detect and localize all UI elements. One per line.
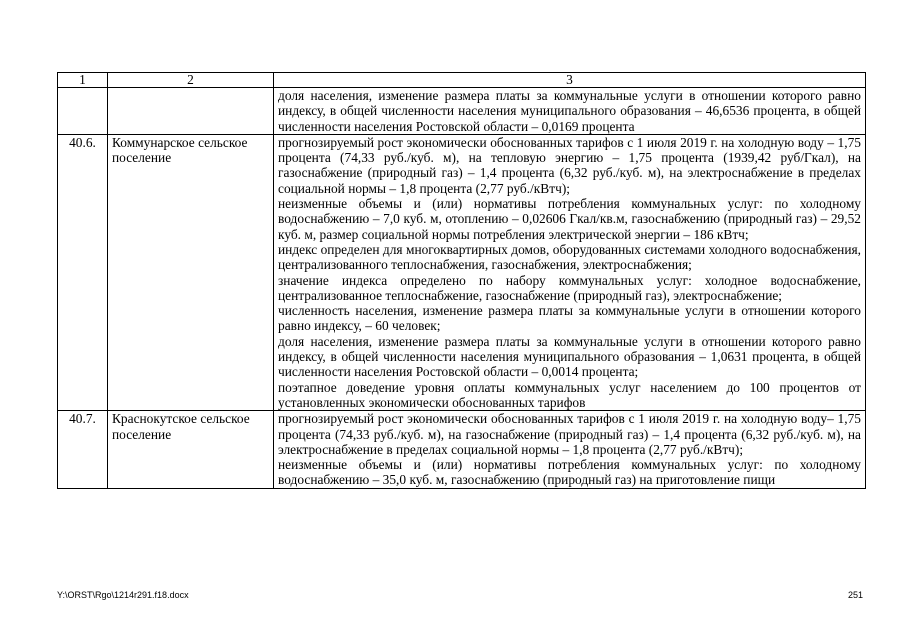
table-row — [58, 134, 866, 410]
table-row — [58, 88, 866, 135]
footer-file-path: Y:\ORST\Rgo\1214r291.f18.docx — [57, 590, 189, 600]
row-paragraph: индекс определен для многоквартирных домов, оборудованных системами холодного водоснабжения, централизованного теплоснабжения, газоснабжения, электроснабжения; — [278, 241, 861, 273]
header-col-3: 3 — [274, 73, 866, 88]
row-name — [108, 88, 274, 135]
row-name: Коммунарское сельское поселение — [108, 134, 274, 410]
row-number: 40.6. — [58, 134, 108, 410]
row-number — [58, 88, 108, 135]
row-paragraph: доля населения, изменение размера платы за коммунальные услуги в отношении которого равно индексу, в общей численности населения муниципального образования – 1,0631 процента, в общей численности населения Ростовской области – 0,0014 процента; — [278, 333, 861, 380]
row-paragraph: прогнозируемый рост экономически обоснованных тарифов с 1 июля 2019 г. на холодную воду– 1,75 процента (74,33 руб./куб. м), на газоснабжение (природный газ) – 1,4 процента (6,32 руб./куб. м), на электроснабжение в пределах социальной нормы – 1,8 процента (2,77 руб./кВтч); — [278, 411, 861, 457]
row-paragraph: значение индекса определено по набору коммунальных услуг: холодное водоснабжение, централизованное теплоснабжение, газоснабжение (природный газ), электроснабжение; — [278, 272, 861, 303]
row-paragraph: неизменные объемы и (или) нормативы потребления коммунальных услуг: по холодному водоснабжению – 35,0 куб. м, газоснабжению (природный газ) на приготовление пищи — [278, 457, 861, 488]
header-col-2: 2 — [108, 73, 274, 88]
row-content — [274, 411, 866, 488]
tariff-table — [57, 72, 866, 489]
row-content — [274, 134, 866, 410]
row-paragraph: неизменные объемы и (или) нормативы потребления коммунальных услуг: по холодному водоснабжению – 7,0 куб. м, отоплению – 0,02606 Гкал/кв.м, газоснабжению (природный газ) – 29,52 куб. м, размер социальной нормы потребления электрической энергии – 186 кВтч; — [278, 196, 861, 242]
row-number: 40.7. — [58, 411, 108, 488]
row-paragraph: прогнозируемый рост экономически обоснованных тарифов с 1 июля 2019 г. на холодную воду – 1,75 процента (74,33 руб./куб. м), на тепловую энергию – 1,75 процента (1939,42 руб/Гкал), на газоснабжение (природный газ) – 1,4 процента (6,32 руб./куб. м), на электроснабжение в пределах социальной нормы – 1,8 процента (2,77 руб./кВтч); — [278, 134, 861, 196]
table-row — [58, 411, 866, 488]
row-paragraph: поэтапное доведение уровня оплаты коммунальных услуг населением до 100 процентов от установленных экономически обоснованных тарифов — [278, 379, 861, 410]
row-paragraph: численность населения, изменение размера платы за коммунальные услуги в отношении которого равно индексу, – 60 человек; — [278, 303, 861, 334]
row-paragraph: доля населения, изменение размера платы за коммунальные услуги в отношении которого равно индексу, в общей численности населения муниципального образования – 46,6536 процента, в общей численности населения Ростовской области – 0,0169 процента — [278, 88, 861, 134]
row-content — [274, 88, 866, 135]
footer-page-number: 251 — [847, 590, 863, 600]
row-name: Краснокутское сельское поселение — [108, 411, 274, 488]
header-row — [58, 73, 866, 88]
header-col-1: 1 — [58, 73, 108, 88]
